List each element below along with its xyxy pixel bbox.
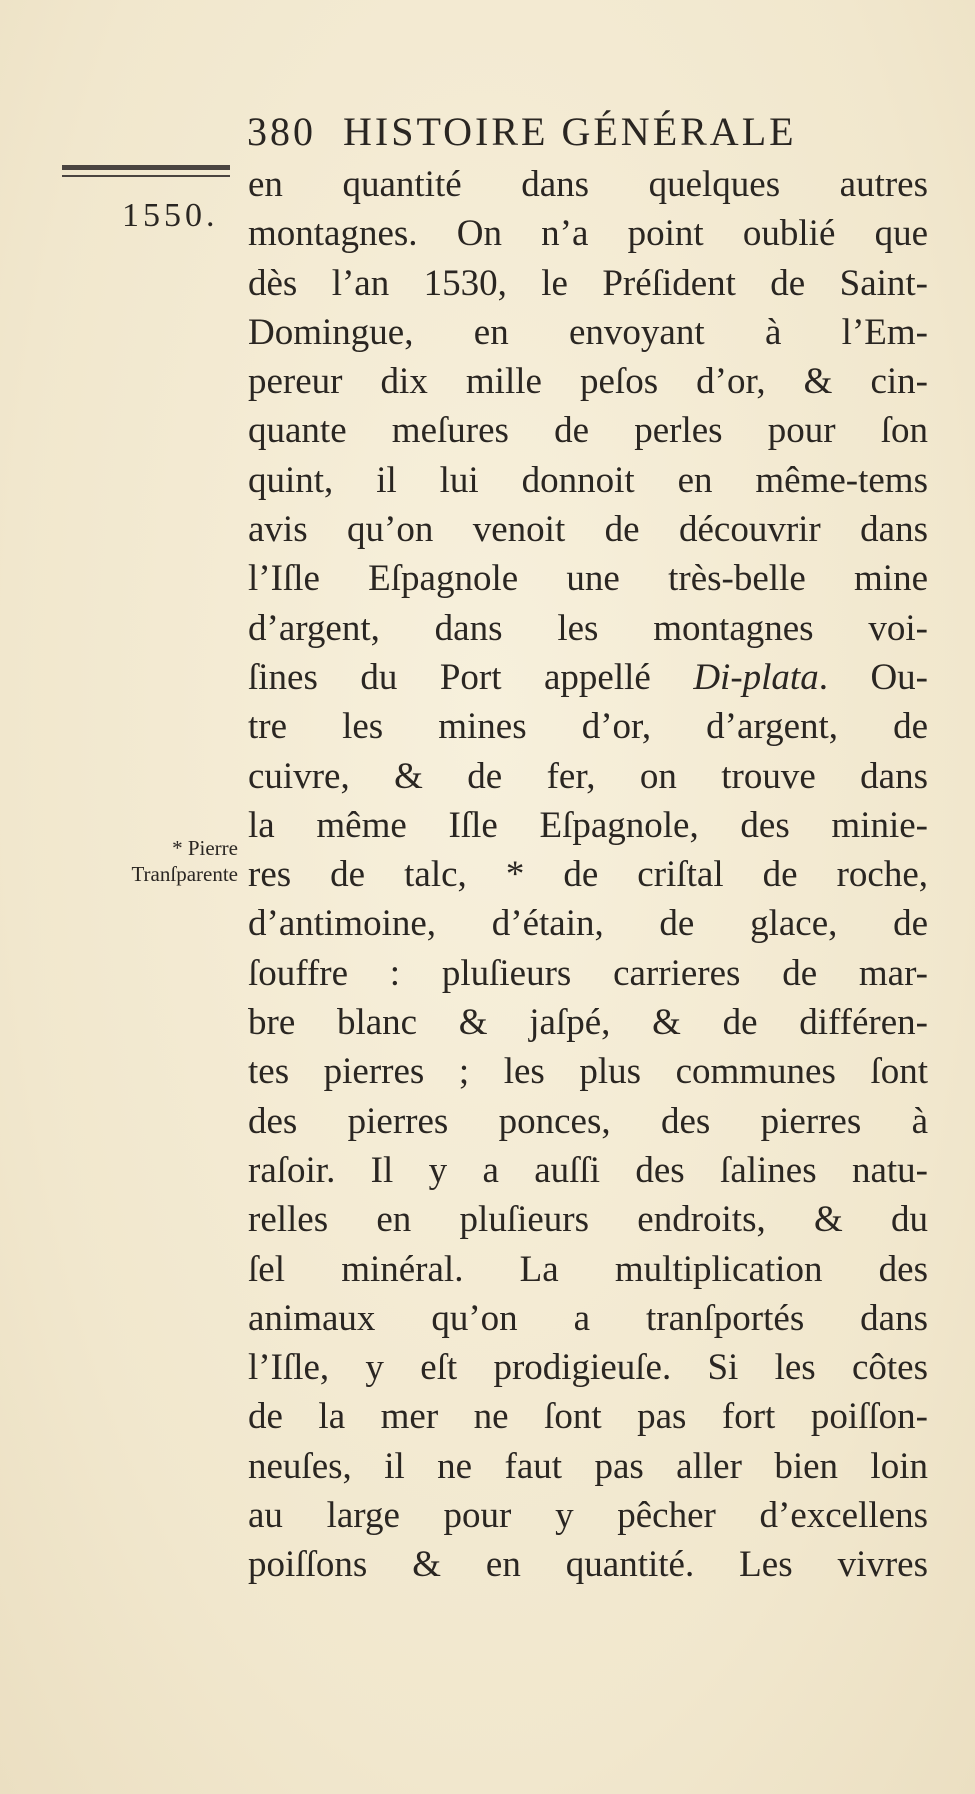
text-line: avis qu’on venoit de découvrir dans — [248, 509, 928, 551]
text-line: neuſes, il ne faut pas aller bien loin — [248, 1445, 928, 1487]
text-line: dès l’an 1530, le Préſident de Saint- — [248, 262, 928, 304]
body-text — [248, 160, 928, 1590]
text-line: animaux qu’on a tranſportés dans — [248, 1297, 928, 1339]
text-line: quante meſures de perles pour ſon — [248, 410, 928, 452]
place-name-italic: Di-plata — [693, 656, 819, 698]
text-segment: ſines du Port appellé — [248, 656, 694, 698]
text-line: montagnes. On n’a point oublié que — [248, 213, 928, 255]
text-line: au large pour y pêcher d’excellens — [248, 1495, 928, 1537]
text-line: quint, il lui donnoit en même-tems — [248, 459, 928, 501]
text-line: ſel minéral. La multiplication des — [248, 1248, 928, 1290]
page-number: 380 — [247, 109, 316, 154]
text-line: poiſſons & en quantité. Les vivres — [248, 1544, 928, 1586]
margin-note-line-1: * Pierre — [172, 836, 238, 860]
text-line: de la mer ne ſont pas fort poiſſon- — [248, 1396, 928, 1438]
text-line: pereur dix mille peſos d’or, & cin- — [248, 361, 928, 403]
text-line: cuivre, & de fer, on trouve dans — [248, 755, 928, 797]
margin-rule-thick — [62, 165, 230, 170]
text-line: en quantité dans quelques autres — [248, 164, 928, 205]
running-title: HISTOIRE GÉNÉRALE — [343, 109, 797, 154]
text-line: d’antimoine, d’étain, de glace, de — [248, 903, 928, 945]
text-segment: . Ou- — [818, 656, 928, 698]
running-header — [247, 108, 797, 155]
text-line: l’Iſle, y eſt prodigieuſe. Si les côtes — [248, 1347, 928, 1389]
text-line: tes pierres ; les plus communes ſont — [248, 1051, 928, 1093]
text-line: tre les mines d’or, d’argent, de — [248, 706, 928, 748]
text-line-with-italic — [248, 653, 928, 702]
margin-year: 1550. — [122, 197, 219, 234]
text-line: res de talc, * de criſtal de roche, — [248, 854, 928, 896]
text-line: relles en pluſieurs endroits, & du — [248, 1199, 928, 1241]
text-line: l’Iſle Eſpagnole une très-belle mine — [248, 558, 928, 600]
text-line: raſoir. Il y a auſſi des ſalines natu- — [248, 1149, 928, 1191]
text-line: des pierres ponces, des pierres à — [248, 1100, 928, 1142]
text-line: la même Iſle Eſpagnole, des minie- — [248, 804, 928, 846]
text-line: d’argent, dans les montagnes voi- — [248, 607, 928, 649]
margin-note-line-2: Tranſparente — [131, 862, 238, 886]
margin-rule-thin — [62, 175, 230, 177]
text-line: ſouffre : pluſieurs carrieres de mar- — [248, 952, 928, 994]
text-line: Domingue, en envoyant à l’Em- — [248, 311, 928, 353]
text-line: bre blanc & jaſpé, & de différen- — [248, 1002, 928, 1044]
